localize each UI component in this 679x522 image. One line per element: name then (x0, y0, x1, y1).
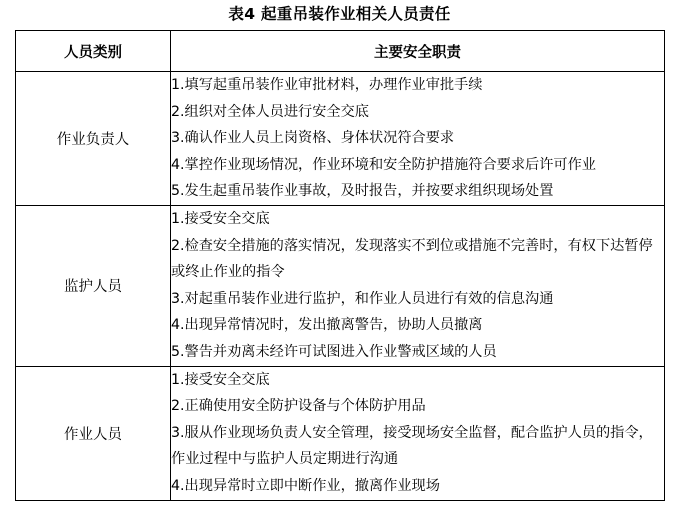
category-cell: 监护人员 (16, 205, 171, 366)
duty-item: 2.检查安全措施的落实情况，发现落实不到位或措施不完善时，有权下达暂停或终止作业的指令 (171, 237, 653, 281)
duty-item: 4.掌控作业现场情况，作业环境和安全防护措施符合要求后许可作业 (171, 156, 596, 173)
duty-item: 2.正确使用安全防护设备与个体防护用品 (171, 398, 426, 415)
duties-cell (171, 366, 665, 500)
duty-item: 3.确认作业人员上岗资格、身体状况符合要求 (171, 130, 455, 147)
category-cell: 作业负责人 (16, 72, 171, 206)
duty-item: 4.出现异常时立即中断作业，撤离作业现场 (171, 477, 440, 494)
column-header-main-safety-duties: 主要安全职责 (171, 31, 665, 72)
table-row (16, 205, 665, 366)
category-cell: 作业人员 (16, 366, 171, 500)
duty-item: 5.发生起重吊装作业事故，及时报告，并按要求组织现场处置 (171, 183, 554, 200)
table-row (16, 72, 665, 206)
duties-cell (171, 205, 665, 366)
duty-item: 2.组织对全体人员进行安全交底 (171, 103, 369, 120)
duty-item: 1.接受安全交底 (171, 371, 270, 388)
responsibility-table (15, 30, 665, 501)
duty-item: 5.警告并劝离未经许可试图进入作业警戒区域的人员 (171, 343, 497, 360)
table-row (16, 366, 665, 500)
table-header-row (16, 31, 665, 72)
duties-cell (171, 72, 665, 206)
duty-item: 1.填写起重吊装作业审批材料，办理作业审批手续 (171, 77, 483, 93)
duty-item: 1.接受安全交底 (171, 210, 270, 227)
duty-item: 3.对起重吊装作业进行监护，和作业人员进行有效的信息沟通 (171, 290, 554, 307)
table-caption: 表4 起重吊装作业相关人员责任 (228, 5, 451, 23)
column-header-personnel-category: 人员类别 (16, 31, 171, 72)
duty-item: 4.出现异常情况时，发出撤离警告，协助人员撤离 (171, 317, 483, 334)
duty-item: 3.服从作业现场负责人安全管理，接受现场安全监督，配合监护人员的指令，作业过程中与监护人员定期进行沟通 (171, 424, 653, 468)
